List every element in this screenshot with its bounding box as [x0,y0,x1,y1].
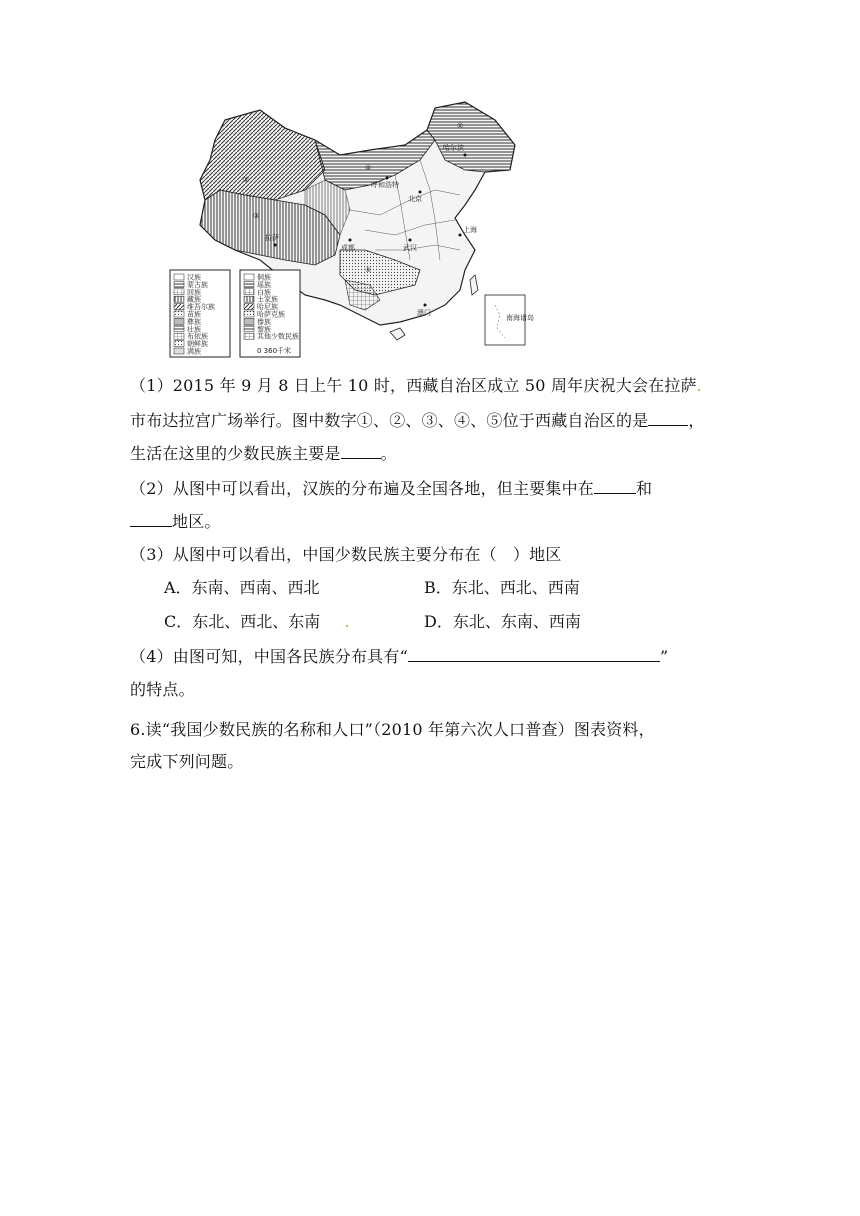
q4-text-2: 的特点。 [130,680,195,699]
legend-right-swatch [244,281,254,287]
region-xinjiang [200,110,325,200]
q3-stem [130,545,730,565]
legend-right-label: 黎族 [257,325,271,334]
legend-right-label: 哈尼族 [257,303,278,312]
q4-line-2 [130,680,730,700]
legend-left-swatch [174,326,184,332]
q1-text-1: （1）2015 年 9 月 8 日上午 10 时，西藏自治区成立 50 周年庆祝大会在拉萨 [130,376,697,395]
q1-line-2 [130,410,730,431]
legend-right-swatch [244,289,254,295]
legend-left-swatch [174,311,184,317]
q1-text-3-end: 。 [380,444,397,463]
legend-left-label: 布依族 [187,332,208,341]
q3-option-c-text: C．东北、西北、东南 [164,612,321,631]
map-label-shanghai: 上海 [463,226,477,234]
q3-option-d[interactable]: D．东北、东南、西南 [424,612,581,631]
legend-left-label: 回族 [187,288,201,297]
q3-option-b[interactable]: B．东北、西北、西南 [424,578,580,597]
q1-answer-blank-ethnic[interactable] [341,443,381,459]
map-number-4: ④ [365,164,372,172]
stray-dot [698,389,700,391]
legend-right-label: 土家族 [257,295,278,304]
map-label-nanhai: 南海诸岛 [506,314,534,322]
legend-right-swatch [244,333,254,339]
legend-left-swatch [174,348,184,354]
q1-line-1 [130,376,730,396]
map-label-lhasa: 拉萨 [265,234,279,242]
map-label-wuhan: 武汉 [403,244,417,252]
q2-answer-blank-1[interactable] [594,478,636,494]
q3-stem-text: （3）从图中可以看出，中国少数民族主要分布在（ ）地区 [130,545,562,564]
map-scale-label: 0 360千米 [257,347,292,355]
legend-left-label: 藏族 [187,295,201,304]
taiwan-island [470,275,478,295]
q3-option-a[interactable]: A．东南、西南、西北 [164,578,320,597]
q3-option-c[interactable] [164,612,349,632]
q4-line-1 [130,646,730,667]
q2-line-2 [130,511,730,532]
legend-left-swatch [174,304,184,310]
q2-text-1: （2）从图中可以看出，汉族的分布遍及全国各地，但主要集中在 [130,479,594,498]
legend-left-label: 苗族 [187,310,201,319]
legend-right-label: 瑶族 [257,280,271,289]
q6-line-2 [130,752,730,772]
legend-left-label: 满族 [187,347,201,356]
q2-answer-blank-2[interactable] [130,511,172,527]
legend-left-label: 维吾尔族 [187,303,215,312]
legend-right-swatch [244,311,254,317]
map-number-1: ① [457,122,464,130]
legend-right-label: 哈萨克族 [257,310,285,319]
q2-text-2: 地区。 [172,512,221,531]
map-number-3: ③ [253,212,260,220]
q4-answer-blank[interactable] [408,646,660,662]
map-number-5: ⑤ [365,266,372,274]
legend-left-swatch [174,281,184,287]
legend-right-swatch [244,326,254,332]
q1-text-3: 生活在这里的少数民族主要是 [130,444,341,463]
stray-dot [346,625,348,627]
legend-right-label: 白族 [257,288,271,297]
legend-left-label: 蒙古族 [187,280,208,289]
legend-left-swatch [174,341,184,347]
map-label-beijing: 北京 [408,195,422,203]
legend-right-label: 傣族 [257,317,271,326]
legend-left-swatch [174,333,184,339]
legend-left-label: 朝鲜族 [187,340,208,349]
legend-left-label: 彝族 [187,317,201,326]
legend-right-label: 侗族 [257,273,271,282]
q4-text-1-end: ” [659,647,669,666]
legend-right-label: 其他少数民族 [257,332,299,341]
q2-line-1 [130,478,730,499]
map-label-macau: 澳门 [417,309,431,317]
legend-left-label: 壮族 [187,325,201,334]
legend-right-swatch [244,296,254,302]
legend-left-swatch [174,274,184,280]
map-legend [170,270,300,357]
q1-line-3 [130,443,730,464]
q6-text-1: 6.读“我国少数民族的名称和人口”（2010 年第六次人口普查）图表资料， [130,720,655,739]
map-label-harbin: 哈尔滨 [443,144,464,152]
q4-text-1: （4）由图可知，中国各民族分布具有“ [130,647,408,666]
map-label-chengdu: 成都 [341,244,355,252]
q2-text-1-end: 和 [635,479,653,498]
hainan-island [390,328,405,340]
q6-text-2: 完成下列问题。 [130,752,244,771]
q1-answer-blank-number[interactable] [648,410,688,426]
q1-text-2: 市布达拉宫广场举行。图中数字①、②、③、④、⑤位于西藏自治区的是 [130,411,649,430]
legend-left-swatch [174,318,184,324]
legend-right-swatch [244,318,254,324]
legend-right-swatch [244,304,254,310]
map-label-hohhot: 呼和浩特 [371,181,399,189]
q6-line-1 [130,720,730,740]
legend-left-label: 汉族 [187,273,201,282]
legend-left-swatch [174,289,184,295]
map-number-2: ② [243,176,250,184]
china-ethnic-distribution-map [165,100,535,362]
legend-right-swatch [244,274,254,280]
q1-text-2-end: ， [688,411,705,430]
legend-left-swatch [174,296,184,302]
